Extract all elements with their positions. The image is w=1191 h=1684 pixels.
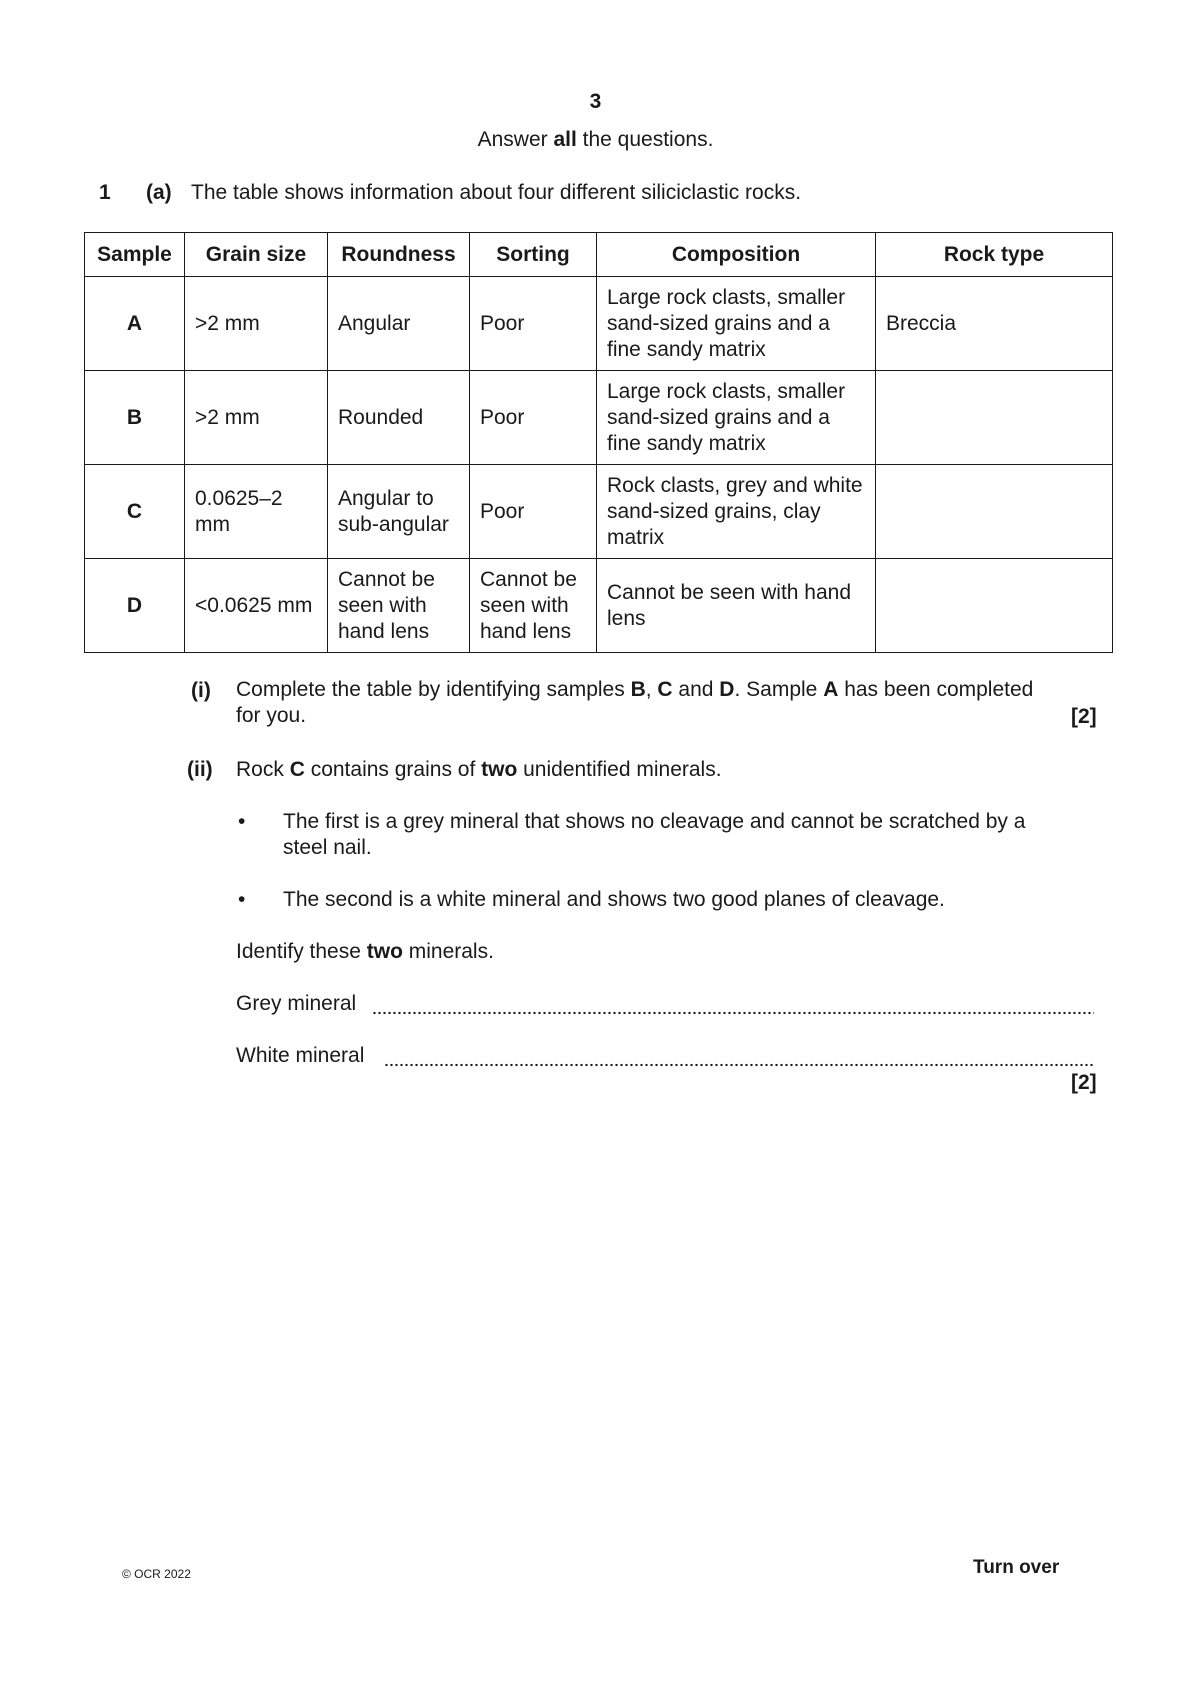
grey-mineral-answer-line[interactable] — [372, 994, 1094, 1015]
bullet-1-line2: steel nail. — [283, 836, 372, 859]
rock-type-answer-cell[interactable] — [876, 465, 1113, 559]
white-mineral-answer-line[interactable] — [384, 1046, 1094, 1067]
question-number: 1 — [99, 181, 111, 204]
part-i-b4: A — [823, 678, 839, 701]
part-ii-marks: [2] — [1071, 1071, 1097, 1094]
part-i-t2: , — [645, 678, 658, 701]
part-i-t1: Complete the table by identifying samples — [236, 678, 631, 701]
rock-table — [84, 232, 1113, 653]
table-row — [85, 559, 1113, 653]
grain-size-cell: <0.0625 mm — [185, 559, 328, 653]
roundness-cell: Angular to sub-angular — [328, 465, 470, 559]
part-i-b1: B — [630, 678, 646, 701]
part-i-label: (i) — [191, 679, 211, 702]
grain-size-cell: >2 mm — [185, 371, 328, 465]
sample-cell: A — [85, 277, 185, 371]
bullet-1-text — [283, 809, 1103, 861]
sorting-cell: Cannot be seen with hand lens — [470, 559, 597, 653]
composition-cell: Large rock clasts, smaller sand-sized grains and a fine sandy matrix — [597, 371, 876, 465]
composition-cell: Large rock clasts, smaller sand-sized grains and a fine sandy matrix — [597, 277, 876, 371]
identify-instruction — [236, 939, 494, 965]
part-i-t5: has been completed — [838, 678, 1034, 701]
bullet-2-text: The second is a white mineral and shows two good planes of cleavage. — [283, 888, 945, 911]
instruction-pre: Answer — [477, 128, 554, 151]
table-row — [85, 277, 1113, 371]
grey-mineral-label: Grey mineral — [236, 992, 357, 1015]
bullet-1-symbol: • — [238, 810, 246, 833]
instruction-bold: all — [553, 128, 577, 151]
white-mineral-label: White mineral — [236, 1044, 365, 1067]
part-ii-t1: Rock — [236, 758, 290, 781]
sorting-cell: Poor — [470, 371, 597, 465]
part-i-b2: C — [657, 678, 673, 701]
page-number: 3 — [589, 90, 602, 113]
sample-cell: C — [85, 465, 185, 559]
roundness-cell: Rounded — [328, 371, 470, 465]
part-i-b3: D — [719, 678, 735, 701]
part-ii-t2: contains grains of — [304, 758, 482, 781]
bullet-2-symbol: • — [238, 888, 246, 911]
table-header-row — [85, 233, 1113, 277]
roundness-cell: Angular — [328, 277, 470, 371]
copyright-notice: © OCR 2022 — [122, 1567, 191, 1581]
part-ii-label: (ii) — [187, 758, 213, 781]
part-ii-b2: two — [481, 758, 518, 781]
header-sample: Sample — [85, 233, 185, 277]
composition-cell: Rock clasts, grey and white sand-sized grains, clay matrix — [597, 465, 876, 559]
table-row — [85, 465, 1113, 559]
part-ii-t3: unidentified minerals. — [517, 758, 722, 781]
header-grain-size: Grain size — [185, 233, 328, 277]
composition-cell: Cannot be seen with hand lens — [597, 559, 876, 653]
sample-cell: B — [85, 371, 185, 465]
rock-type-cell: Breccia — [876, 277, 1113, 371]
part-ii-intro — [236, 757, 722, 783]
grain-size-cell: >2 mm — [185, 277, 328, 371]
part-i-marks: [2] — [1071, 705, 1097, 728]
identify-post: minerals. — [402, 940, 494, 963]
question-stem: The table shows information about four different siliciclastic rocks. — [191, 181, 802, 204]
table-row — [85, 371, 1113, 465]
sample-cell: D — [85, 559, 185, 653]
bullet-1-line1: The first is a grey mineral that shows no cleavage and cannot be scratched by a — [283, 810, 1026, 833]
part-i-text — [236, 677, 1096, 729]
rock-type-answer-cell[interactable] — [876, 559, 1113, 653]
part-ii-b1: C — [289, 758, 305, 781]
rock-type-answer-cell[interactable] — [876, 371, 1113, 465]
part-i-t3: and — [672, 678, 720, 701]
part-i-t4: . Sample — [734, 678, 824, 701]
header-rock-type: Rock type — [876, 233, 1113, 277]
part-i-line1 — [236, 677, 1096, 703]
instruction-line — [0, 128, 1191, 152]
header-roundness: Roundness — [328, 233, 470, 277]
sorting-cell: Poor — [470, 465, 597, 559]
sorting-cell: Poor — [470, 277, 597, 371]
identify-pre: Identify these — [236, 940, 367, 963]
identify-bold: two — [366, 940, 403, 963]
part-i-line2: for you. — [236, 704, 307, 727]
question-part-label: (a) — [146, 181, 172, 204]
grain-size-cell: 0.0625–2 mm — [185, 465, 328, 559]
turn-over-label: Turn over — [973, 1557, 1060, 1578]
header-composition: Composition — [597, 233, 876, 277]
header-sorting: Sorting — [470, 233, 597, 277]
instruction-post: the questions. — [576, 128, 714, 151]
roundness-cell: Cannot be seen with hand lens — [328, 559, 470, 653]
